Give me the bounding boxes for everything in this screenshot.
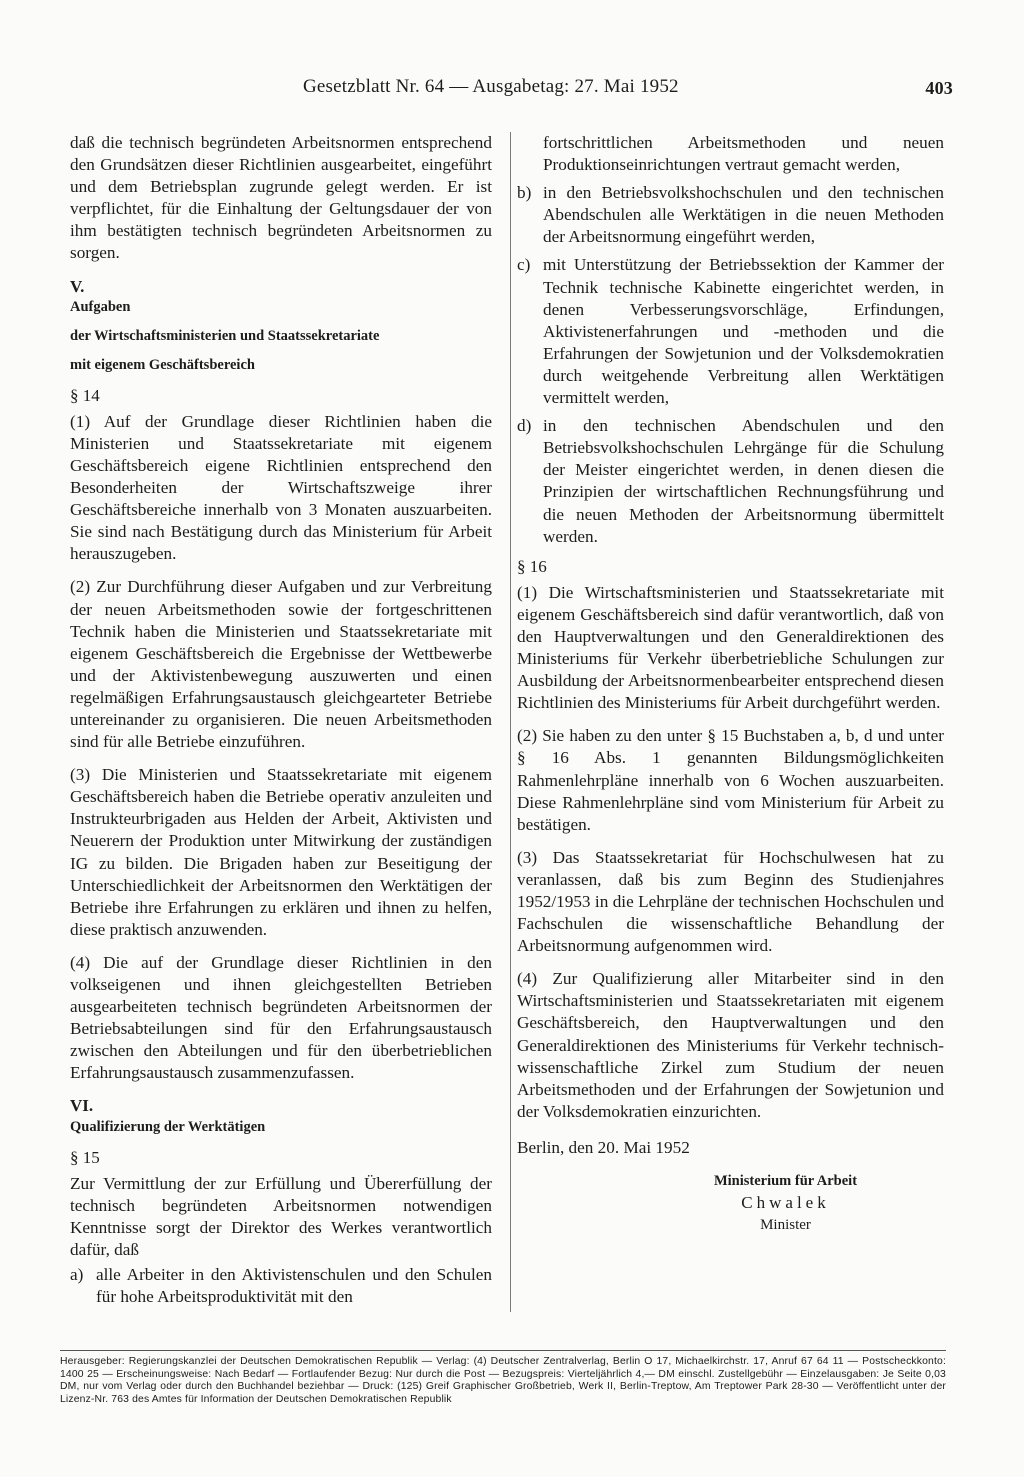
list-item-d-label: d) [517, 416, 532, 436]
signatory [627, 1170, 944, 1236]
signatory-name: Chwalek [741, 1193, 830, 1213]
paragraph-15-heading: § 15 [70, 1147, 100, 1167]
list-item-a-continued [517, 132, 944, 176]
list-item-a-label: a) [70, 1265, 84, 1285]
page-number: 403 [925, 78, 953, 98]
section-v-number: V. [70, 276, 85, 296]
list-item-b [517, 182, 944, 248]
list-item-a-text: alle Arbeiter in den Aktivistenschulen und den Schulen für hohe Arbeitsproduktivität mit den [96, 1265, 492, 1307]
footer-divider [60, 1350, 946, 1351]
paragraph-16-3: (3) Das Staatssekretariat für Hochschulwesen hat zu veranlassen, daß bis zum Beginn des Studienjahres 1952/1953 in die Lehrpläne der technischen Hochschulen und Fachschulen die wissenschaftliche Behandlung der Arbeitsnormung aufgenommen wird. [517, 847, 944, 956]
section-vi-title: Qualifizierung der Werktätigen [70, 1118, 266, 1135]
publisher-imprint: Herausgeber: Regierungskanzlei der Deutschen Demokratischen Republik — Verlag: (4) Deutscher Zentralverlag, Berlin O 17, Michaelkirchstr. 17, Anruf 67 64 11 — Postscheckkonto: 1400 25 — Erscheinungsweise: Nach Bedarf — Fortlaufender Bezug: Nur durch die Post — Bezugspreis: Vierteljährlich 4,— DM einschl. Zustellgebühr — Einzelausgaben: Je Seite 0,03 DM, nur vom Verlag oder durch den Buchhandel beziehbar — Druck: (125) Greif Graphischer Großbetrieb, Werk II, Berlin-Treptow, Am Treptower Park 28-30 — Veröffentlicht unter der Lizenz-Nr. 763 des Amtes für Information der Deutschen Demokratischen Republik [60, 1356, 946, 1405]
paragraph-14-4: (4) Die auf der Grundlage dieser Richtlinien in den volkseigenen und ihnen gleichgestellten Betrieben ausgearbeiteten technisch begründeten Arbeitsnormen der Betriebsabteilungen sind für den Erfahrungsaustausch zwischen den Abteilungen und für den überbetrieblichen Erfahrungsaustausch zusammenzufassen. [70, 952, 492, 1083]
page-header [303, 76, 953, 106]
column-divider [510, 132, 511, 1312]
paragraph-14-3: (3) Die Ministerien und Staatssekretariate mit eigenem Geschäftsbereich haben die Betriebe operativ anzuleiten und Instrukteurbrigaden aus Helden der Arbeit, Aktivisten und Neuerern der Produktion unter Mitwirkung der zuständigen IG zu bilden. Die Brigaden haben zur Beseitigung der Unterschiedlichkeit der Arbeitsnormen den Werktätigen der Betriebe ihre Erfahrungen zu erklären und ihnen zu helfen, diese praktisch anzuwenden. [70, 765, 492, 939]
section-v-title-line-2: der Wirtschaftsministerien und Staatssekretariate [70, 327, 380, 344]
list-item-c-label: c) [517, 255, 531, 275]
left-column [70, 132, 492, 1314]
paragraph-14-2: (2) Zur Durchführung dieser Aufgaben und zur Verbreitung der neuen Arbeitsmethoden sowie der fortgeschrittenen Technik haben die Ministerien und Staatssekretariate mit eigenem Geschäftsbereich die Ergebnisse der Wettbewerbe und der Aktivistenbewegung auszuwerten und einen regelmäßigen Erfahrungsaustausch gleichgearteter Betriebe untereinander zu organisieren. Die neuen Arbeitsmethoden sind für alle Betriebe einzuführen. [70, 577, 492, 752]
paragraph-16-4: (4) Zur Qualifizierung aller Mitarbeiter sind in den Wirtschaftsministerien und Staatssekretariaten mit eigenem Geschäftsbereich, den Hauptverwaltungen und den Generaldirektionen des Ministeriums für Verkehr technisch-wissenschaftliche Zirkel zum Studium der neuen Arbeitsmethoden und der Erfahrungen der Sowjetunion und der Volksdemokratien einzurichten. [517, 969, 944, 1121]
signature-block [517, 1137, 944, 1236]
list-item-b-label: b) [517, 183, 532, 203]
paragraph-15-intro: Zur Vermittlung der zur Erfüllung und Übererfüllung der technisch begründeten Arbeitsnormen notwendigen Kenntnisse sorgt der Direktor des Werkes verantwortlich dafür, daß [70, 1173, 492, 1259]
paragraph-16-1: (1) Die Wirtschaftsministerien und Staatssekretariate mit eigenem Geschäftsbereich sind dafür verantwortlich, daß von den Hauptverwaltungen und den Generaldirektionen des Ministeriums für Verkehr überbetriebliche Schulungen zur Ausbildung der Arbeitsnormenbearbeiter entsprechend diesen Richtlinien des Ministeriums für Arbeit durchgeführt werden. [517, 582, 944, 713]
signatory-organization: Ministerium für Arbeit [713, 1173, 858, 1190]
paragraph-16-2: (2) Sie haben zu den unter § 15 Buchstaben a, b, d und unter § 16 Abs. 1 genannten Bildungsmöglichkeiten Rahmenlehrpläne innerhalb von 6 Wochen auszuarbeiten. Diese Rahmenlehrpläne sind vom Ministerium für Arbeit zu bestätigen. [517, 726, 944, 834]
list-item-a-continuation: fortschrittlichen Arbeitsmethoden und neuen Produktionseinrichtungen vertraut gemacht werden, [543, 133, 944, 175]
list-item-d [517, 415, 944, 548]
list-item-d-text: in den technischen Abendschulen und den Betriebsvolkshochschulen Lehrgänge für die Schulung der Meister eingerichtet werden, in denen diesen die Prinzipien der wirtschaftlichen Rechnungsführung und die neuen Methoden der Arbeitsnormung übermittelt werden. [543, 416, 944, 546]
section-vi-number: VI. [70, 1096, 94, 1116]
gazette-title: Gesetzblatt Nr. 64 — Ausgabetag: 27. Mai 1952 [303, 76, 679, 97]
place-and-date: Berlin, den 20. Mai 1952 [517, 1137, 690, 1157]
list-item-b-text: in den Betriebsvolkshochschulen und den technischen Abendschulen alle Werktätigen in die neuen Methoden der Arbeitsnormung eingeführt werden, [543, 183, 944, 247]
section-v-title-line-1: Aufgaben [70, 298, 131, 315]
section-v-title-line-3: mit eigenem Geschäftsbereich [70, 356, 255, 373]
list-item-a [70, 1264, 492, 1308]
paragraph-16-heading: § 16 [517, 556, 547, 576]
intro-paragraph: daß die technisch begründeten Arbeitsnormen entsprechend den Grundsätzen dieser Richtlinien ausgearbeitet, eingeführt und dem Betriebsplan zugrunde gelegt werden. Er ist verpflichtet, für die Einhaltung der Geltungsdauer der von ihm bestätigten technisch begründeten Arbeitsnormen zu sorgen. [70, 133, 492, 263]
right-column [517, 132, 944, 1236]
paragraph-14-1: (1) Auf der Grundlage dieser Richtlinien haben die Ministerien und Staatssekretariate mit eigenem Geschäftsbereich eigene Richtlinien entsprechend den Besonderheiten der Wirtschaftszweige ihrer Geschäftsbereiche innerhalb von 3 Monaten auszuarbeiten. Sie sind nach Bestätigung durch das Ministerium für Arbeit herauszugeben. [70, 411, 492, 564]
paragraph-14-heading: § 14 [70, 385, 100, 405]
list-item-c-text: mit Unterstützung der Betriebssektion der Kammer der Technik technische Kabinette eingerichtet werden, in denen Verbesserungsvorschläge, Erfindungen, Aktivistenerfahrungen und -methoden und die Erfahrungen der Sowjetunion und der Volksdemokratien durch weitgehende Verbreitung allen Werktätigen vermittelt werden, [543, 255, 944, 408]
list-item-c [517, 254, 944, 409]
signatory-title: Minister [760, 1217, 811, 1234]
